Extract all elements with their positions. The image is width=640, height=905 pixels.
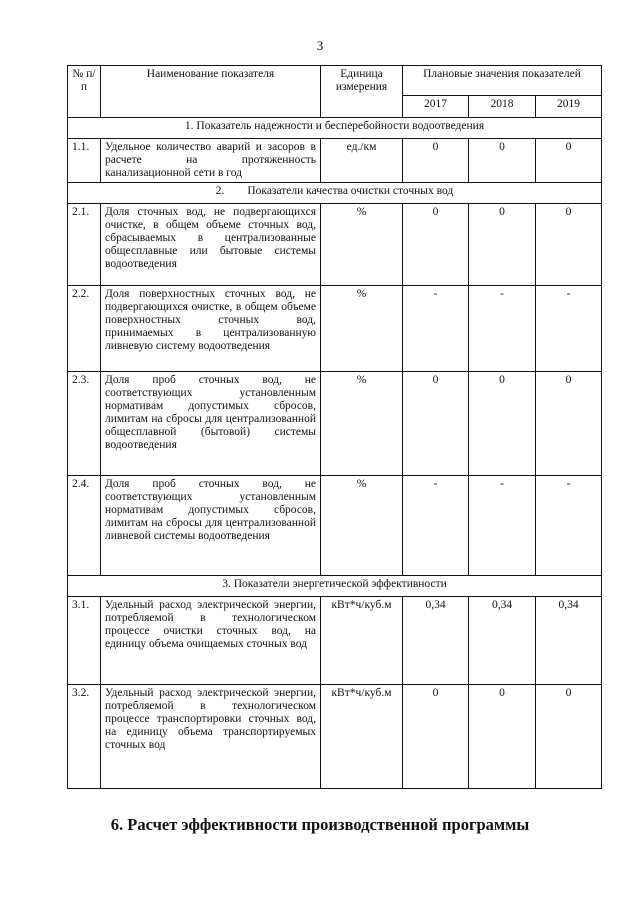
row-value: - bbox=[403, 286, 469, 372]
row-value: 0,34 bbox=[469, 597, 536, 685]
header-num: № п/п bbox=[68, 66, 101, 118]
table-row bbox=[68, 597, 602, 685]
row-name: Удельный расход электрической энергии, потребляемой в технологическом процессе очистки сточных вод, на единицу объема очищаемых сточных вод bbox=[101, 597, 321, 685]
table-row bbox=[68, 204, 602, 286]
row-num: 2.2. bbox=[68, 286, 101, 372]
section-heading: 6. Расчет эффективности производственной программы bbox=[110, 815, 530, 834]
row-value: 0 bbox=[403, 139, 469, 183]
header-unit: Единица измерения bbox=[321, 66, 403, 118]
table-row bbox=[68, 286, 602, 372]
row-value: - bbox=[469, 286, 536, 372]
header-year: 2017 bbox=[403, 96, 469, 118]
row-value: 0,34 bbox=[403, 597, 469, 685]
page-number: 3 bbox=[316, 38, 324, 53]
row-value: 0 bbox=[536, 372, 602, 476]
indicators-table bbox=[67, 65, 602, 789]
row-value: 0 bbox=[536, 139, 602, 183]
header-year: 2019 bbox=[536, 96, 602, 118]
header-name: Наименование показателя bbox=[101, 66, 321, 118]
header-year: 2018 bbox=[469, 96, 536, 118]
row-value: 0 bbox=[536, 685, 602, 789]
row-num: 3.2. bbox=[68, 685, 101, 789]
row-name: Удельный расход электрической энергии, потребляемой в технологическом процессе транспортировки сточных вод, на единицу объема транспортируемых сточных вод bbox=[101, 685, 321, 789]
row-value: 0 bbox=[469, 204, 536, 286]
row-value: 0 bbox=[469, 685, 536, 789]
table-row bbox=[68, 372, 602, 476]
row-name: Доля сточных вод, не подвергающихся очистке, в общем объеме сточных вод, сбрасываемых в централизованные общесплавные или бытовые системы водоотведения bbox=[101, 204, 321, 286]
row-value: 0 bbox=[469, 139, 536, 183]
row-unit: % bbox=[321, 204, 403, 286]
row-unit: кВт*ч/куб.м bbox=[321, 597, 403, 685]
row-num: 2.1. bbox=[68, 204, 101, 286]
row-num: 2.3. bbox=[68, 372, 101, 476]
row-value: - bbox=[403, 476, 469, 576]
row-value: - bbox=[469, 476, 536, 576]
section-title: 2. Показатели качества очистки сточных вод bbox=[68, 183, 602, 204]
row-value: 0 bbox=[403, 685, 469, 789]
row-unit: % bbox=[321, 286, 403, 372]
table-row bbox=[68, 476, 602, 576]
row-value: 0 bbox=[469, 372, 536, 476]
row-name: Доля поверхностных сточных вод, не подвергающихся очистке, в общем объеме поверхностных сточных вод, принимаемых в централизованную ливневую систему водоотведения bbox=[101, 286, 321, 372]
row-name: Удельное количество аварий и засоров в расчете на протяженность канализационной сети в год bbox=[101, 139, 321, 183]
table-row bbox=[68, 139, 602, 183]
section-title: 3. Показатели энергетической эффективности bbox=[68, 576, 602, 597]
row-unit: кВт*ч/куб.м bbox=[321, 685, 403, 789]
row-num: 2.4. bbox=[68, 476, 101, 576]
row-unit: ед./км bbox=[321, 139, 403, 183]
section-title: 1. Показатель надежности и бесперебойности водоотведения bbox=[68, 118, 602, 139]
row-value: - bbox=[536, 476, 602, 576]
row-name: Доля проб сточных вод, не соответствующих установленным нормативам допустимых сбросов, лимитам на сбросы для централизованной общесплавной (бытовой) системы водоотведения bbox=[101, 372, 321, 476]
row-unit: % bbox=[321, 372, 403, 476]
row-value: 0 bbox=[403, 204, 469, 286]
row-value: 0 bbox=[403, 372, 469, 476]
row-name: Доля проб сточных вод, не соответствующих установленным нормативам допустимых сбросов, лимитам на сбросы для централизованной ливневой системы водоотведения bbox=[101, 476, 321, 576]
row-value: - bbox=[536, 286, 602, 372]
row-value: 0 bbox=[536, 204, 602, 286]
table-row bbox=[68, 685, 602, 789]
row-unit: % bbox=[321, 476, 403, 576]
row-num: 1.1. bbox=[68, 139, 101, 183]
row-num: 3.1. bbox=[68, 597, 101, 685]
row-value: 0,34 bbox=[536, 597, 602, 685]
header-plan: Плановые значения показателей bbox=[403, 66, 602, 96]
